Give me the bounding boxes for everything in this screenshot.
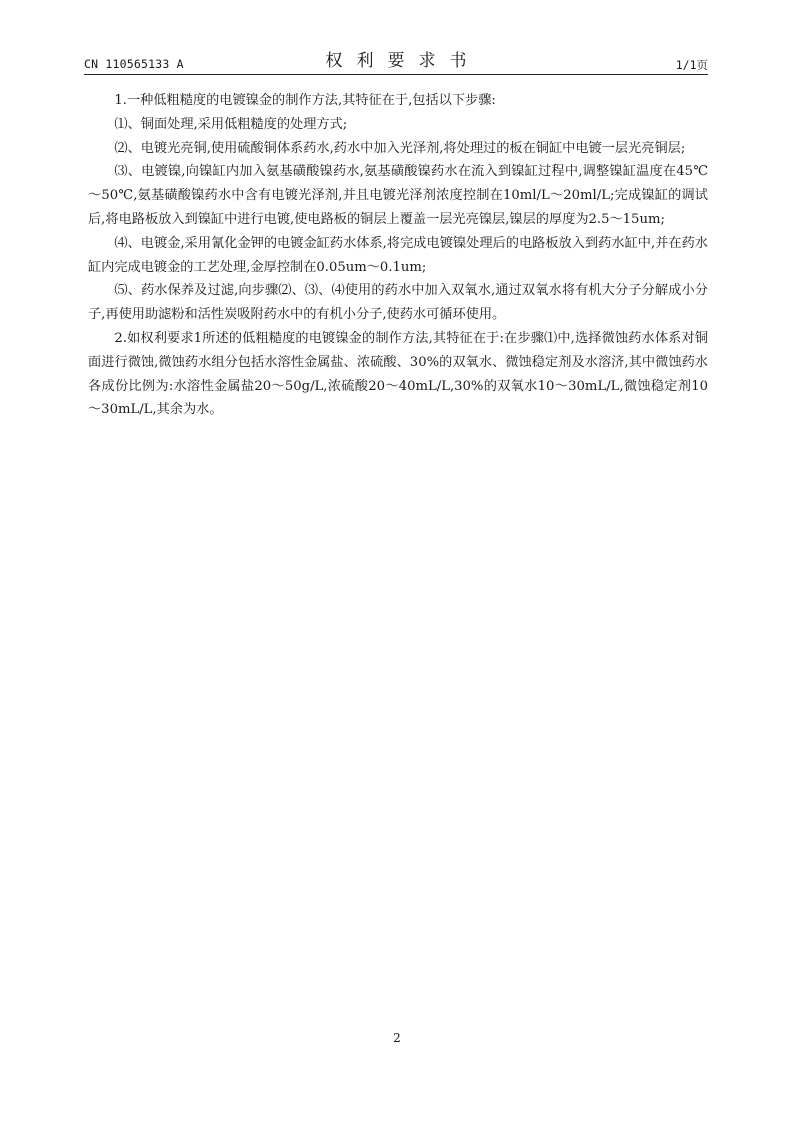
claims-body	[88, 89, 708, 422]
claim-1-step-1: ⑴、铜面处理,采用低粗糙度的处理方式;	[114, 116, 348, 132]
page-number: 2	[393, 1031, 401, 1045]
claim-2: 2.如权利要求1所述的低粗糙度的电镀镍金的制作方法,其特征在于:在步骤⑴中,选择微蚀药水体系对铜面进行微蚀,微蚀药水组分包括水溶性金属盐、浓硫酸、30%的双氧水、微蚀稳定剂及水溶济,其中微蚀药水各成份比例为:水溶性金属盐20～50g/L,浓硫酸20～40mL/L,30%的双氧水10～30mL/L,微蚀稳定剂10～30mL/L,其余为水。	[88, 330, 708, 418]
claim-1-step-5: ⑸、药水保养及过滤,向步骤⑵、⑶、⑷使用的药水中加入双氧水,通过双氧水将有机大分子分解成小分子,再使用助滤粉和活性炭吸附药水中的有机小分子,使药水可循环使用。	[88, 283, 708, 323]
publication-number: CN 110565133 A	[84, 57, 184, 71]
document-title: 权利要求书	[325, 51, 481, 71]
claim-1-step-4: ⑷、电镀金,采用氰化金钾的电镀金缸药水体系,将完成电镀镍处理后的电路板放入到药水缸中,并在药水缸内完成电镀金的工艺处理,金厚控制在0.05um～0.1um;	[88, 235, 708, 275]
header-rule	[84, 74, 708, 75]
claim-1-step-3: ⑶、电镀镍,向镍缸内加入氨基磺酸镍药水,氨基磺酸镍药水在流入到镍缸过程中,调整镍缸温度在45℃～50℃,氨基磺酸镍药水中含有电镀光泽剂,并且电镀光泽剂浓度控制在10ml/L～20ml/L;完成镍缸的调试后,将电路板放入到镍缸中进行电镀,使电路板的铜层上覆盖一层光亮镍层,镍层的厚度为2.5～15um;	[88, 164, 708, 227]
page-info: 1/1页	[675, 58, 708, 72]
page-header	[84, 46, 708, 74]
claim-1-step-2: ⑵、电镀光亮铜,使用硫酸铜体系药水,药水中加入光泽剂,将处理过的板在铜缸中电镀一层光亮铜层;	[114, 140, 686, 156]
claim-1-intro: 1.一种低粗糙度的电镀镍金的制作方法,其特征在于,包括以下步骤:	[114, 93, 496, 108]
